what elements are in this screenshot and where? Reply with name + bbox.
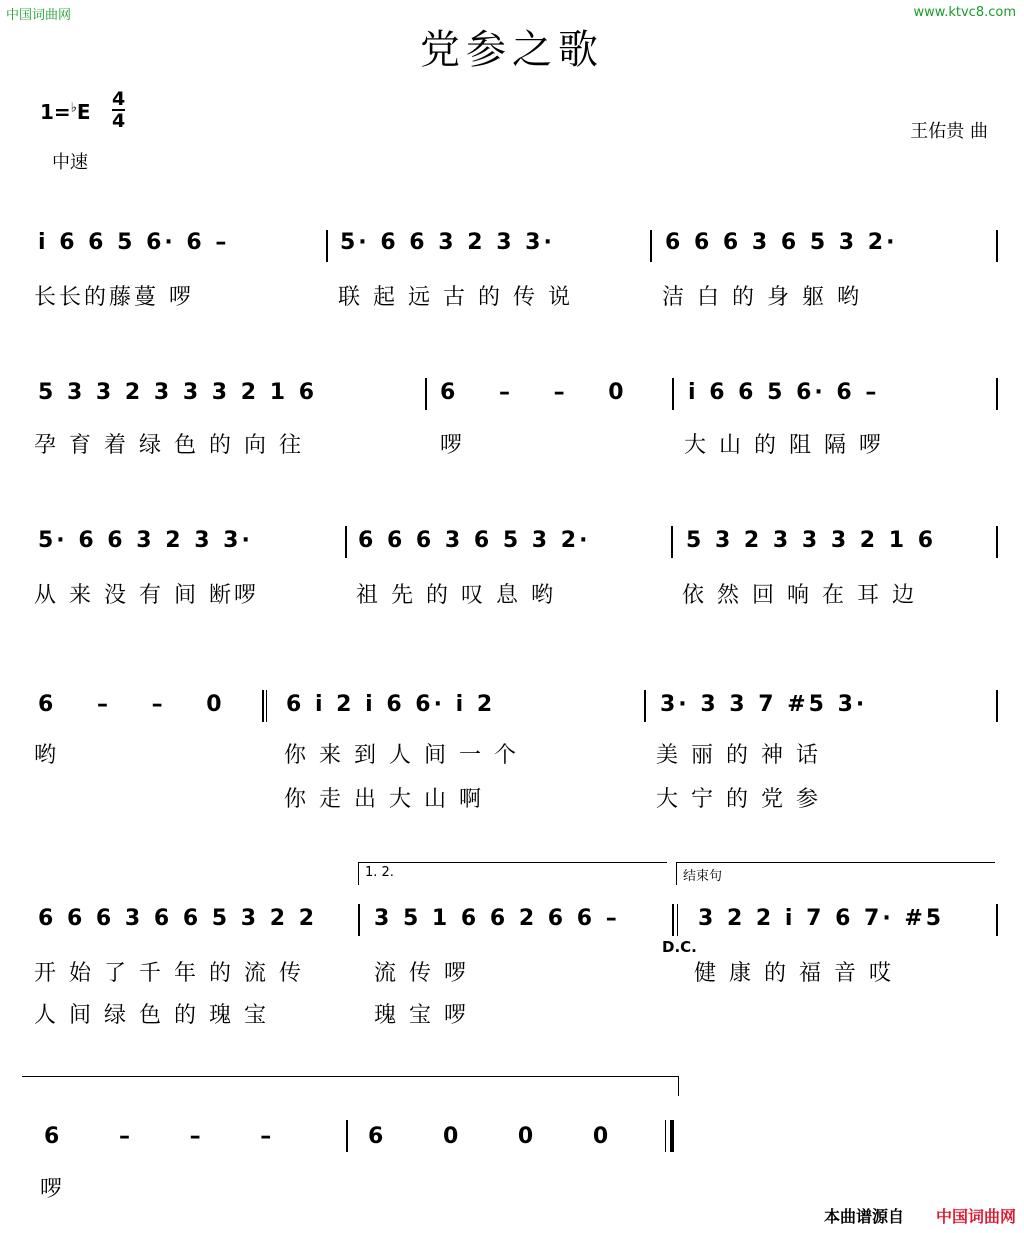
barline <box>345 526 347 558</box>
volta-first-label: 1. 2. <box>365 865 394 880</box>
final-barline-thin <box>665 1120 666 1152</box>
barline <box>358 904 360 936</box>
barline <box>996 230 998 262</box>
row5-measure3-notes: 3 2 2 i 7 6 7· #5 <box>698 906 945 931</box>
row1-measure2-notes: 5· 6 6 3 2 3 3· <box>340 230 555 255</box>
tempo-marking: 中速 <box>52 152 88 173</box>
site-name-left: 中国词曲网 <box>6 8 72 23</box>
row4-lyrics2: 你 来 到 人 间 一 个 <box>284 743 519 768</box>
barline <box>996 904 998 936</box>
row2-measure1-notes: 5 3 3 2 3 3 3 2 1 6 <box>38 380 318 405</box>
row1-lyrics3: 洁 白 的 身 躯 哟 <box>662 285 862 310</box>
row2-lyrics2: 啰 <box>440 433 466 458</box>
row6-measure2-notes: 6 0 0 0 <box>368 1124 635 1149</box>
flat-sign: ♭ <box>70 100 77 116</box>
volta-final-ending <box>676 862 995 885</box>
volta-end-tick <box>678 1076 679 1096</box>
barline <box>996 378 998 410</box>
source-label: 本曲谱源自 <box>823 1207 904 1226</box>
row3-lyrics3: 依 然 回 响 在 耳 边 <box>682 583 917 608</box>
barline <box>671 526 673 558</box>
row2-lyrics3: 大 山 的 阻 隔 啰 <box>684 433 884 458</box>
row3-lyrics1: 从 来 没 有 间 断啰 <box>34 583 259 608</box>
row3-measure2-notes: 6 6 6 3 6 5 3 2· <box>358 528 591 553</box>
volta-continuation <box>22 1076 678 1099</box>
composer-credit: 王佑贵 曲 <box>910 121 988 142</box>
time-signature <box>112 89 125 131</box>
row5-lyrics1: 开 始 了 千 年 的 流 传 <box>34 961 304 986</box>
site-url[interactable]: www.ktvc8.com <box>913 5 1016 20</box>
row2-lyrics1: 孕 育 着 绿 色 的 向 往 <box>34 433 304 458</box>
key-prefix: 1= <box>40 100 71 124</box>
time-bottom: 4 <box>112 110 126 132</box>
source-site[interactable]: 中国词曲网 <box>935 1207 1016 1226</box>
barline <box>326 230 328 262</box>
row4-lyrics1: 哟 <box>34 743 60 768</box>
row6-lyrics1: 啰 <box>40 1177 66 1202</box>
row4-lyrics-verse2-b: 大 宁 的 党 参 <box>656 787 821 812</box>
final-barline-thick <box>670 1120 674 1152</box>
row1-lyrics2: 联 起 远 古 的 传 说 <box>338 285 573 310</box>
row3-measure1-notes: 5· 6 6 3 2 3 3· <box>38 528 253 553</box>
repeat-end-thin <box>677 904 678 936</box>
barline <box>425 378 427 410</box>
row3-lyrics2: 祖 先 的 叹 息 哟 <box>356 583 556 608</box>
row1-measure1-notes: i 6 6 5 6· 6 – <box>38 230 230 255</box>
row2-measure3-notes: i 6 6 5 6· 6 – <box>688 380 880 405</box>
barline <box>650 230 652 262</box>
barline <box>672 378 674 410</box>
volta-first-ending <box>358 862 667 885</box>
row5-lyrics-verse2-a: 人 间 绿 色 的 瑰 宝 <box>34 1003 269 1028</box>
row5-measure2-notes: 3 5 1 6 6 2 6 6 – <box>374 906 620 931</box>
row4-measure2-notes: 6 i 2 i 6 6· i 2 <box>286 692 496 717</box>
volta-final-label: 结束句 <box>683 869 723 884</box>
time-top: 4 <box>112 88 126 110</box>
repeat-start-barline <box>262 690 264 722</box>
barline <box>996 690 998 722</box>
song-title: 党参之歌 <box>420 27 604 73</box>
row5-lyrics2: 流 传 啰 <box>374 961 469 986</box>
row6-measure1-notes: 6 – – – <box>44 1124 298 1149</box>
row5-lyrics-verse2-b: 瑰 宝 啰 <box>374 1003 469 1028</box>
dc-marking: D.C. <box>662 938 697 956</box>
key-signature <box>40 100 91 124</box>
row5-measure1-notes: 6 6 6 3 6 6 5 3 2 2 <box>38 906 318 931</box>
key-note: E <box>76 100 91 124</box>
row3-measure3-notes: 5 3 2 3 3 3 2 1 6 <box>686 528 937 553</box>
row1-lyrics1: 长长的藤蔓 啰 <box>34 285 194 310</box>
row4-measure1-notes: 6 – – 0 <box>38 692 240 717</box>
row5-lyrics3: 健 康 的 福 音 哎 <box>694 961 894 986</box>
barline <box>996 526 998 558</box>
row4-lyrics3: 美 丽 的 神 话 <box>656 743 821 768</box>
row4-lyrics-verse2-a: 你 走 出 大 山 啊 <box>284 787 484 812</box>
repeat-start-thin <box>266 690 267 722</box>
barline <box>346 1120 348 1152</box>
repeat-end-barline <box>672 904 674 936</box>
row1-measure3-notes: 6 6 6 3 6 5 3 2· <box>665 230 898 255</box>
row4-measure3-notes: 3· 3 3 7 #5 3· <box>660 692 868 717</box>
row2-measure2-notes: 6 – – 0 <box>440 380 642 405</box>
barline <box>644 690 646 722</box>
